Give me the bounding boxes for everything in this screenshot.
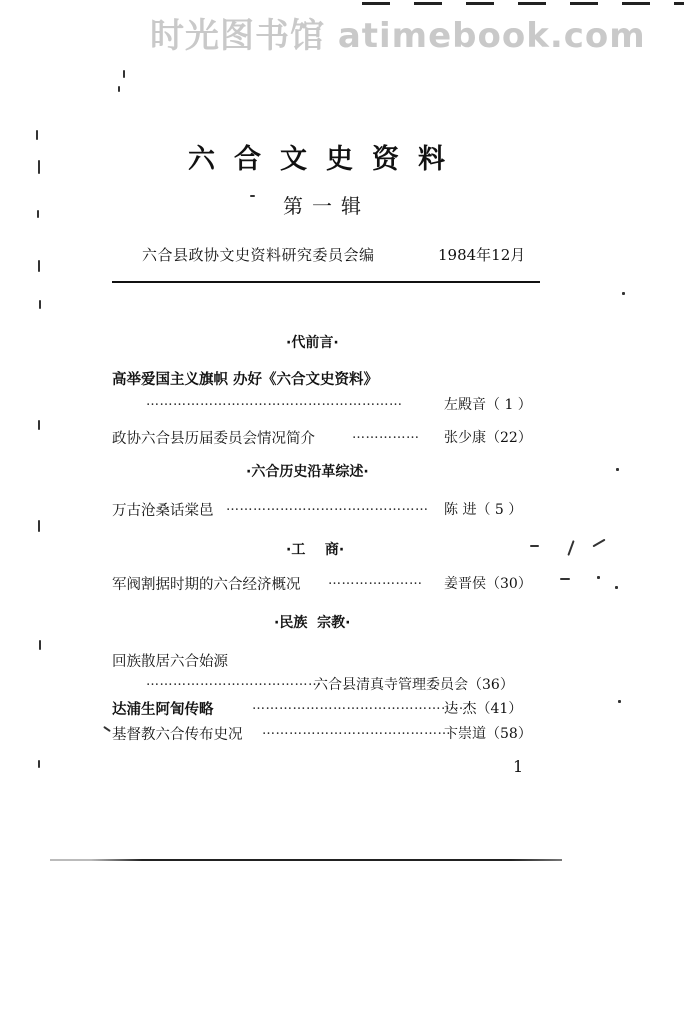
toc-entry-author: 姜晋侯（30） — [444, 576, 532, 592]
scan-speck — [103, 726, 111, 732]
toc-entry-author: 六合县清真寺管理委员会（36） — [314, 677, 514, 693]
scan-speck — [38, 520, 40, 532]
scan-speck — [37, 210, 39, 218]
scan-speck — [39, 300, 41, 309]
scan-speck — [560, 578, 570, 580]
toc-entry-title: 政协六合县历届委员会情况简介 — [112, 431, 315, 447]
toc-leader-dots: ………………………………………………… — [146, 394, 403, 409]
scan-speck — [39, 640, 41, 650]
watermark: 时光图书馆 atimebook.com — [150, 16, 646, 56]
toc-entry-author: 达 杰（41） — [444, 701, 523, 717]
section-heading-ethnicity-religion: ·民族 宗教· — [274, 615, 351, 631]
scan-speck — [622, 292, 625, 295]
toc-leader-dots: ………………… — [328, 573, 423, 588]
toc-entry-title: 回族散居六合始源 — [112, 654, 228, 670]
section-heading-preface: ·代前言· — [286, 335, 339, 351]
toc-entry-title: 高举爱国主义旗帜 办好《六合文史资料》 — [112, 372, 379, 388]
toc-entry-author: 张少康（22） — [444, 430, 532, 446]
section-heading-history: ·六合历史沿革综述· — [246, 464, 369, 480]
page-number: 1 — [513, 757, 524, 776]
scan-speck — [618, 700, 621, 703]
toc-entry-author: 陈 进（ 5 ） — [444, 502, 523, 518]
book-editor: 六合县政协文史资料研究委员会编 — [142, 246, 375, 264]
top-border-dashes — [362, 2, 684, 5]
scan-speck — [38, 760, 40, 768]
header-rule — [112, 281, 540, 283]
section-heading-commerce: ·工 商· — [286, 542, 345, 558]
toc-entry-title: 达浦生阿訇传略 — [112, 702, 214, 718]
toc-entry-title: 万古沧桑话棠邑 — [112, 503, 214, 519]
scan-speck — [38, 260, 40, 272]
toc-leader-dots: ………………………………………… — [252, 698, 468, 713]
scan-speck — [592, 539, 605, 548]
scan-speck — [123, 70, 125, 78]
toc-leader-dots: ………………………………… — [146, 674, 322, 689]
page-bottom-rule — [50, 859, 562, 861]
book-date: 1984年12月 — [438, 246, 526, 264]
scan-speck — [567, 540, 574, 556]
toc-entry-author: 卞崇道（58） — [444, 726, 532, 742]
scan-speck — [38, 420, 40, 430]
scan-speck — [530, 545, 539, 547]
scan-speck — [36, 130, 38, 140]
toc-leader-dots: …………………………………… — [262, 723, 451, 738]
book-subtitle: 第一辑 — [283, 194, 370, 218]
book-title: 六合文史资料 — [188, 144, 464, 175]
toc-entry-title: 基督教六合传布史况 — [112, 727, 243, 743]
toc-leader-dots: …………… — [352, 427, 420, 442]
scan-speck — [615, 586, 618, 589]
toc-entry-title: 军阀割据时期的六合经济概况 — [112, 577, 301, 593]
toc-leader-dots: ……………………………………… — [226, 499, 429, 514]
scan-speck — [118, 86, 120, 92]
scan-speck — [616, 468, 619, 471]
scan-speck — [250, 195, 255, 197]
scan-speck — [597, 576, 600, 579]
scan-speck — [38, 160, 40, 174]
toc-entry-author: 左殿音（ 1 ） — [444, 397, 532, 413]
